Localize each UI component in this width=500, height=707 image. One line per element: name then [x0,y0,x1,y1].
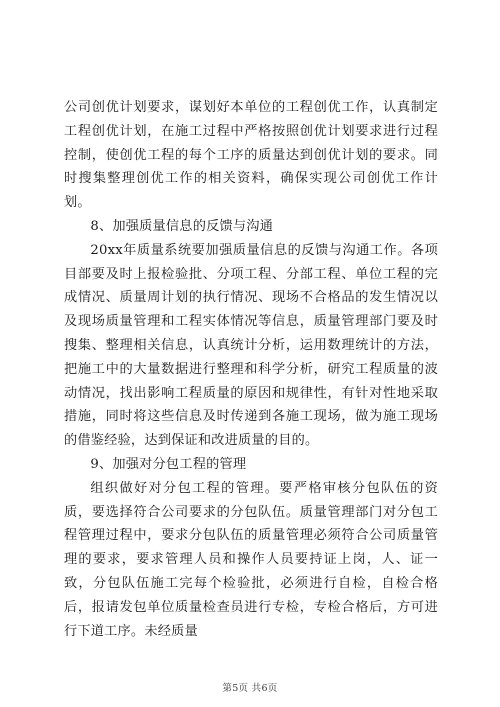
section-heading-subcontract: 9、加强对分包工程的管理 [90,456,247,472]
paragraph-quality-info: 20xx年质量系统要加强质量信息的反馈与沟通工作。各项目部要及时上报检验批、分项工程、分部工程、单位工程的完成情况、质量周计划的执行情况、现场不合格品的发生情况以及现场质量管理和工程实体情况等信息，质量管理部门要及时搜集、整理相关信息，认真统计分析，运用数理统计的方法，把施工中的大量数据进行整理和科学分析，研究工程质量的波动情况，找出影响工程质量的原因和规律性，有针对性地采取措施，同时将这些信息及时传递到各施工现场，做为施工现场的借鉴经验，达到保证和改进质量的目的。 [64,242,438,449]
document-body [64,96,438,643]
section-heading-quality-info: 8、加强质量信息的反馈与沟通 [90,218,274,234]
paragraph-creation-plan: 公司创优计划要求，谋划好本单位的工程创优工作，认真制定工程创优计划，在施工过程中严格按照创优计划要求进行过程控制，使创优工程的每个工序的质量达到创优计划的要求。同时搜集整理创优工作的相关资料，确保实现公司创优工作计划。 [64,100,438,211]
paragraph-subcontract: 组织做好对分包工程的管理。要严格审核分包队伍的资质，要选择符合公司要求的分包队伍。质量管理部门对分包工程管理过程中，要求分包队伍的质量管理必须符合公司质量管理的要求，要求管理人员和操作人员要持证上岗，人、证一致，分包队伍施工完每个检验批，必须进行自检，自检合格后，报请发包单位质量检查员进行专检，专检合格后，方可进行下道工序。未经质量 [64,480,438,639]
page-footer: 第5页 共6页 [222,683,278,694]
